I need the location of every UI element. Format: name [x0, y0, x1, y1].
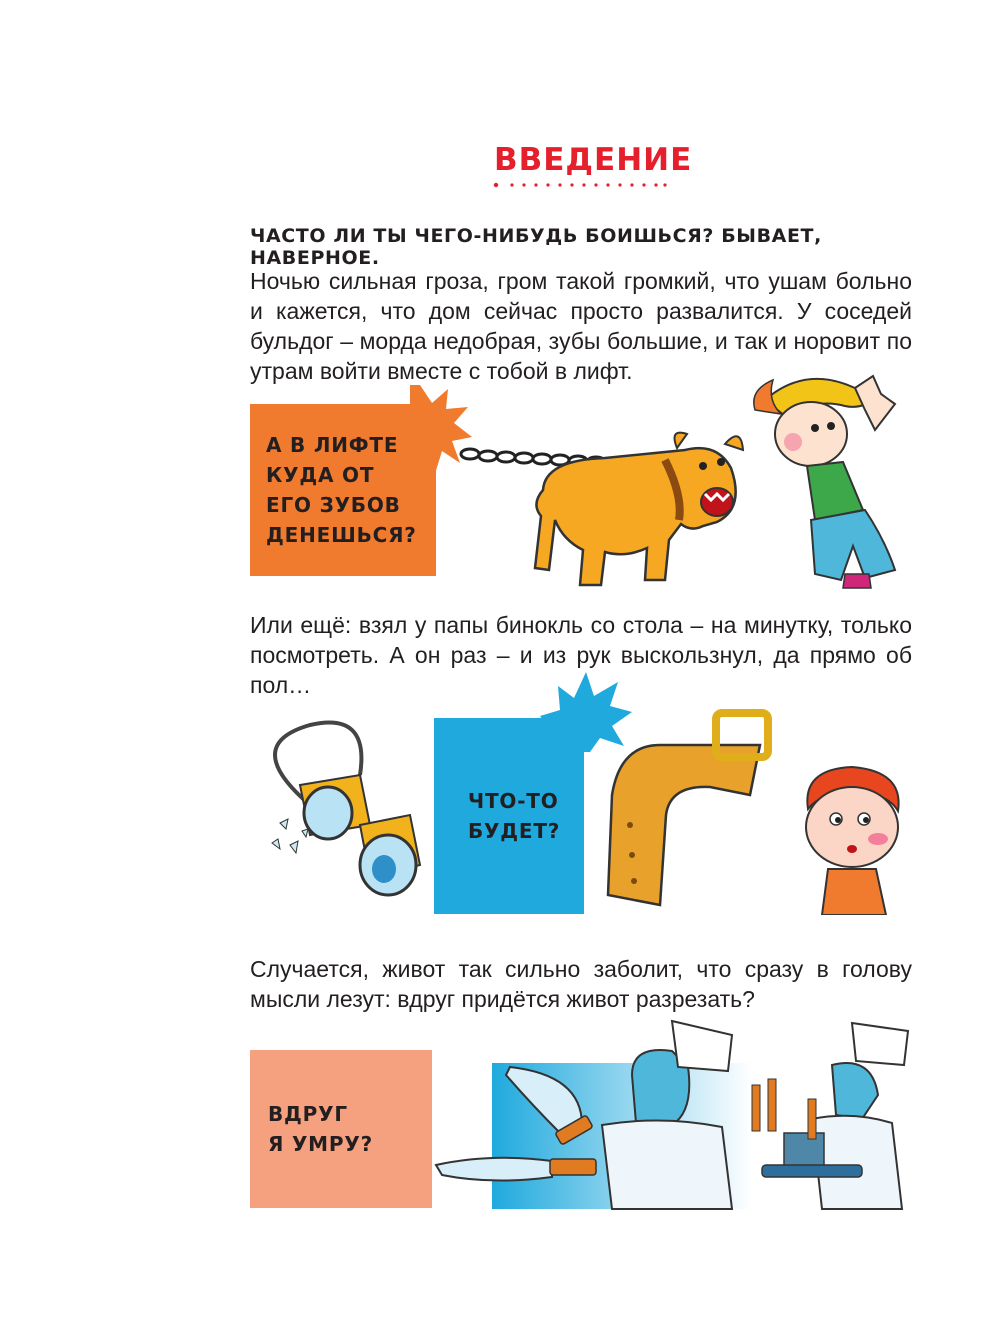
paragraph-storm-bulldog: Ночью сильная гроза, гром такой громкий, что ушам больно и кажется, что дом сейчас просто развалится. У соседей бульдог – морда недобрая, зубы большие, и так и норовит по утрам войти вместе с тобой в лифт. — [250, 268, 912, 384]
callout-text-elevator: А В ЛИФТЕ КУДА ОТ ЕГО ЗУБОВ ДЕНЕШЬСЯ? — [266, 433, 417, 547]
callout-box-elevator — [250, 404, 436, 576]
page-title: ВВЕДЕНИЕ — [494, 142, 693, 178]
scared-boy — [745, 370, 915, 595]
title-underline-dots — [493, 182, 668, 188]
belt — [600, 705, 775, 910]
paragraph-stomach: Случается, живот так сильно заболит, что сразу в голову мысли лезут: вдруг придётся живот разрезать? — [250, 956, 912, 1012]
doctors-with-knives — [432, 1015, 922, 1210]
callout-box-will-i-die — [250, 1050, 432, 1208]
binoculars — [250, 715, 430, 915]
worried-boy — [792, 765, 912, 915]
callout-text-will-i-die: ВДРУГ Я УМРУ? — [268, 1102, 373, 1156]
bulldog-on-chain — [455, 420, 755, 595]
lead-question: ЧАСТО ЛИ ТЫ ЧЕГО-НИБУДЬ БОИШЬСЯ? БЫВАЕТ, НАВЕРНОЕ. — [250, 225, 822, 269]
paragraph-binoculars: Или ещё: взял у папы бинокль со стола – на минутку, только посмотреть. А он раз – и из рук выскользнул, да прямо об пол… — [250, 612, 912, 698]
callout-text-what-will-happen: ЧТО-ТО БУДЕТ? — [468, 789, 561, 843]
